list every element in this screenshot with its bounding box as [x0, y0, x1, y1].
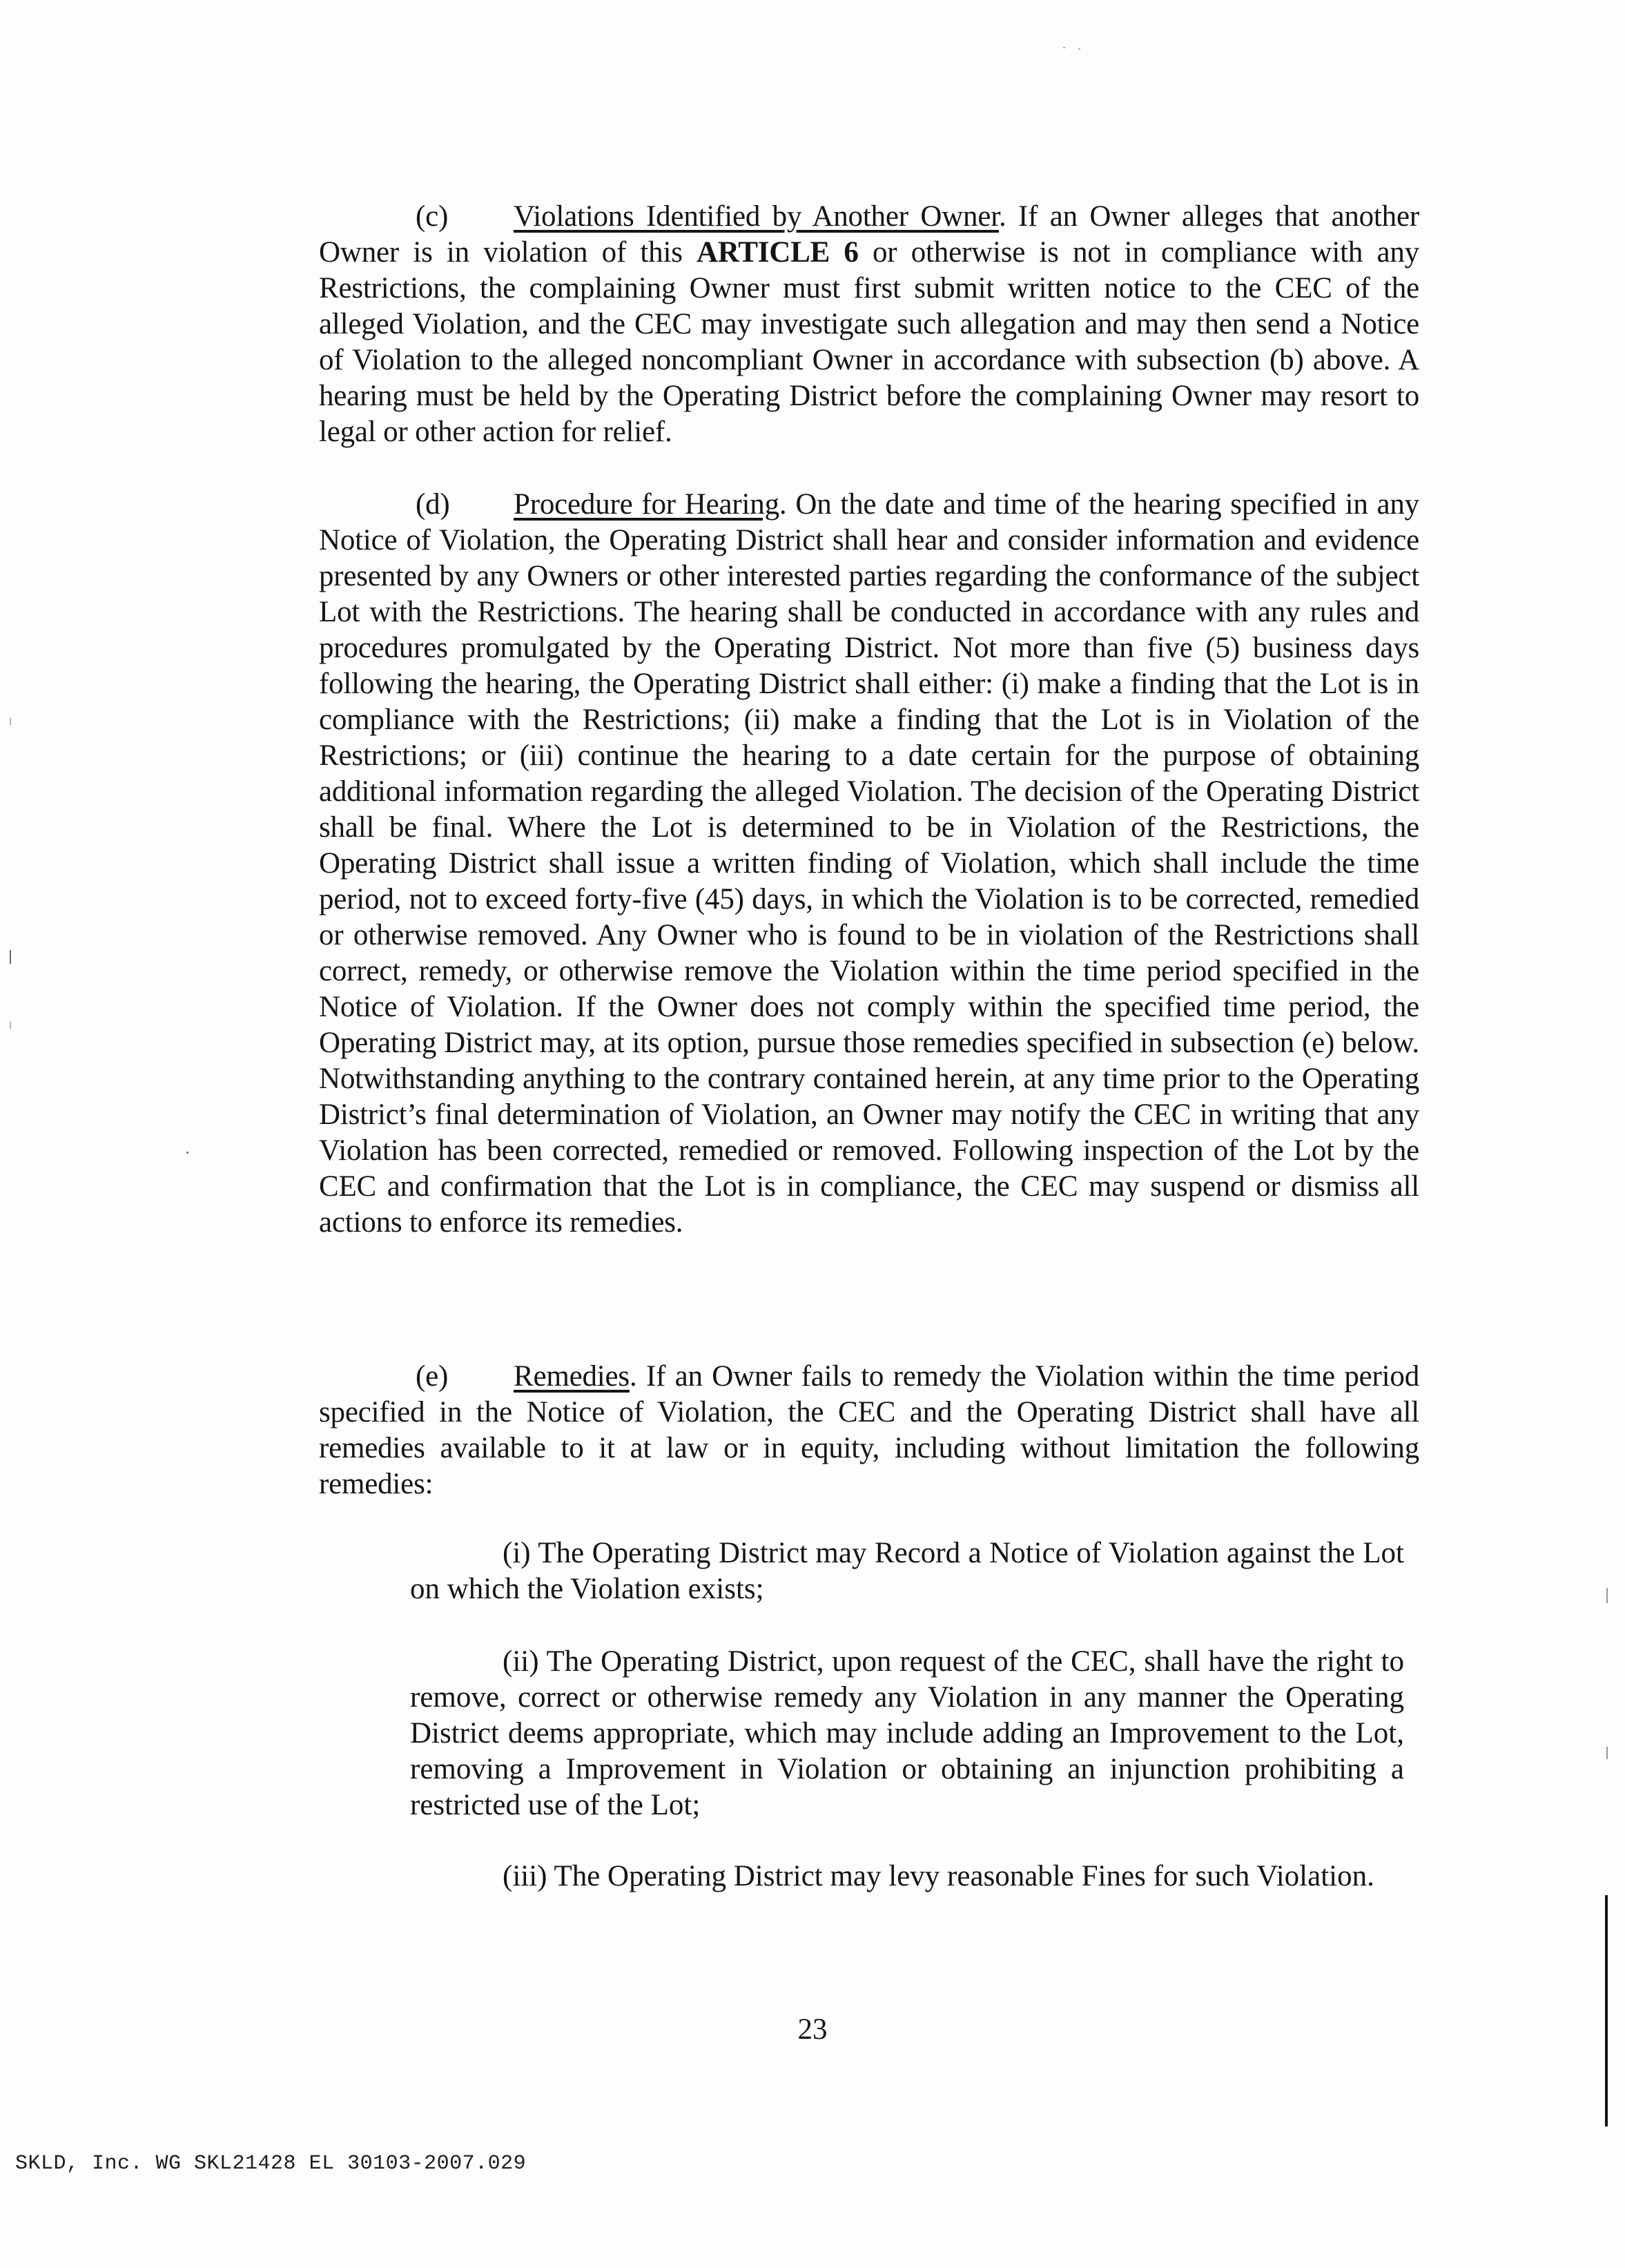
paragraph-heading: Remedies [514, 1360, 630, 1393]
paragraph-heading: Procedure for Hearing [514, 488, 779, 521]
scan-speck [10, 950, 11, 964]
remedy-item: (iii) The Operating District may levy reasonable Fines for such Violation. [503, 1860, 1374, 1892]
scan-speck [10, 718, 11, 725]
scan-speck [10, 1022, 11, 1029]
document-footer-id: SKLD, Inc. WG SKL21428 EL 30103-2007.029 [15, 2152, 527, 2175]
paragraph-text: . If an Owner alleges that another Owner is in violation of this [319, 200, 1419, 269]
paragraph-text: or otherwise is not in compliance with any Restrictions, the complaining Owner must first submit written notice to the CEC of the alleged Violation, and the CEC may investigate such allegation and may then send a Notice of Violation to the alleged noncompliant Owner in accordance with subsection (b) above. A hearing must be held by the Operating District before the complaining Owner may resort to legal or other action for relief. [319, 236, 1419, 448]
paragraph-marker: (e) [416, 1360, 449, 1393]
scan-speck [1063, 47, 1065, 48]
paragraph-c [319, 199, 1419, 450]
remedy-item: (i) The Operating District may Record a Notice of Violation against the Lot on which the Violation exists; [410, 1537, 1404, 1605]
scan-speck [1078, 48, 1080, 50]
paragraph-text: . On the date and time of the hearing specified in any Notice of Violation, the Operating District shall hear and consider information and evidence presented by any Owners or other interested parties regarding the conformance of the subject Lot with the Restrictions. The hearing shall be conducted in accordance with any rules and procedures promulgated by the Operating District. Not more than five (5) business days following the hearing, the Operating District shall either: (i) make a finding that the Lot is in compliance with the Restrictions; (ii) make a finding that the Lot is in Violation of the Restrictions; or (iii) continue the hearing to a date certain for the purpose of obtaining additional information regarding the alleged Violation. The decision of the Operating District shall be final. Where the Lot is determined to be in Violation of the Restrictions, the Operating District shall issue a written finding of Violation, which shall include the time period, not to exceed forty-five (45) days, in which the Violation is to be corrected, remedied or otherwise removed. Any Owner who is found to be in violation of the Restrictions shall correct, remedy, or otherwise remove the Violation within the time period specified in the Notice of Violation. If the Owner does not comply within the specified time period, the Operating District may, at its option, pursue those remedies specified in subsection (e) below. Notwithstanding anything to the contrary contained herein, at any time prior to the Operating District’s final determination of Violation, an Owner may notify the CEC in writing that any Violation has been corrected, remedied or removed. Following inspection of the Lot by the CEC and confirmation that the Lot is in compliance, the CEC may suspend or dismiss all actions to enforce its remedies. [319, 488, 1419, 1239]
scan-speck [1606, 1588, 1608, 1603]
paragraph-text: . If an Owner fails to remedy the Violation within the time period specified in the Notice of Violation, the CEC and the Operating District shall have all remedies available to it at law or in equity, including without limitation the following remedies: [319, 1360, 1419, 1500]
scan-speck [1606, 1747, 1608, 1759]
paragraph-marker: (c) [416, 200, 449, 233]
page-number: 23 [797, 2013, 828, 2046]
paragraph-e [319, 1359, 1419, 1502]
paragraph-heading: Violations Identified by Another Owner [514, 200, 999, 233]
article-reference: ARTICLE 6 [697, 236, 859, 269]
remedy-item: (ii) The Operating District, upon request of the CEC, shall have the right to remove, correct or otherwise remedy any Violation in any manner the Operating District deems appropriate, which may include adding an Improvement to the Lot, removing a Improvement in Violation or obtaining an injunction prohibiting a restricted use of the Lot; [410, 1645, 1404, 1821]
scan-speck [186, 1152, 188, 1154]
scan-edge-line [1605, 1895, 1608, 2126]
paragraph-d [319, 487, 1419, 1241]
paragraph-marker: (d) [416, 488, 450, 521]
